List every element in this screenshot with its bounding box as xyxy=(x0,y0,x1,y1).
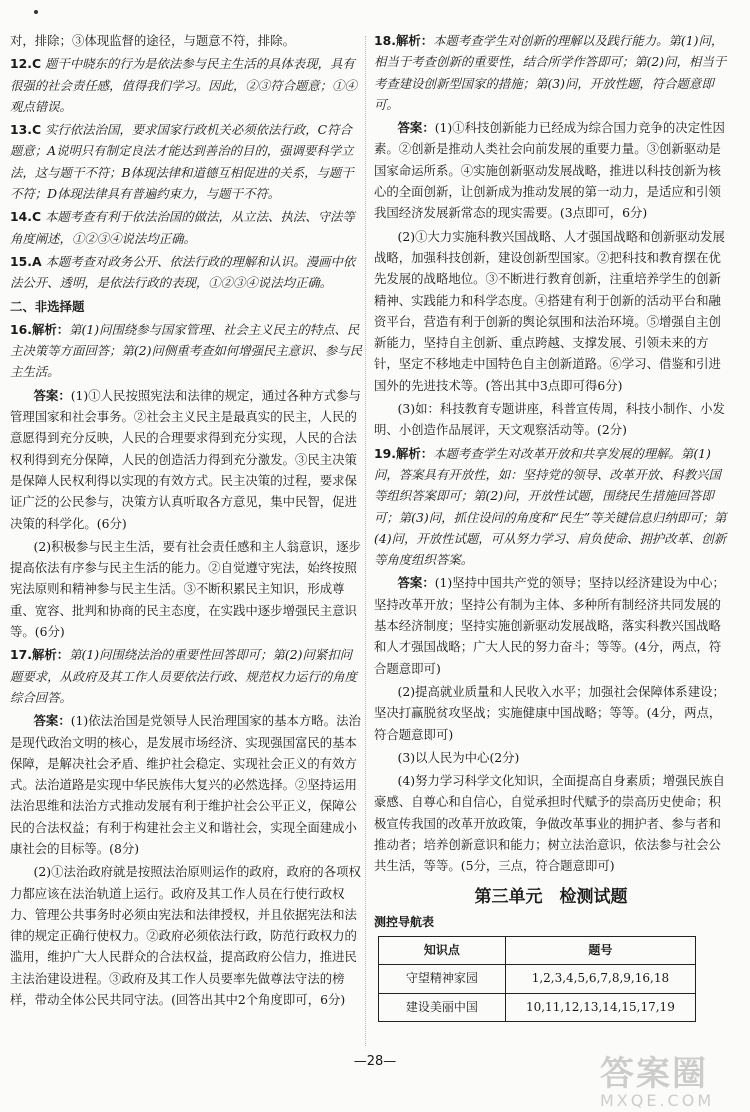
q19-answer-4: (4)努力学习科学文化知识，全面提高自身素质；增强民族自豪感、自尊心和自信心，自觉承担时代赋予的崇高历史使命；积极宣传我国的改革开放政策，争做改革事业的拥护者、参与者和推动者；培养创新意识和能力；树立法治意识，依法参与社会公共生活，等等。(5分，三点，符合题意即可) xyxy=(374,773,725,874)
table-cell: 守望精神家园 xyxy=(379,965,506,993)
q18-answer-3: (3)如：科技教育专题讲座，科普宣传周，科技小制作、小发明、小创造作品展评，天文观察活动等。(2分) xyxy=(374,401,725,438)
nav-table-label: 测控导航表 xyxy=(374,914,435,929)
intro-line: 对，排除；③体现监督的途径，与题意不符，排除。 xyxy=(10,33,295,48)
q18-answer-2: (2)①大力实施科教兴国战略、人才强国战略和创新驱动发展战略，加强科技创新，建设创新型国家。②把科技和教育摆在优先发展的战略地位。③不断进行教育创新，注重培养学生的创新精神、实践能力和科学态度。④搭建有利于创新的活动平台和融资平台，营造有利于创新的舆论氛围和法治环境。⑤增强自主创新能力，坚持自主创新、重点跨越、支撑发展、引领未来的方针，坚定不移地走中国特色自主创新道路。⑥学习、借鉴和引进国外的先进技术等。(答出其中3点即可得6分) xyxy=(374,228,725,393)
table-header-row xyxy=(379,937,696,965)
q17-analysis: 17.解析：第(1)问围绕法治的重要性回答即可；第(2)问紧扣问题要求，从政府及其工作人员要依法行政、规范权力运行的角度综合回答。 xyxy=(10,647,357,705)
q19-answer-2: (2)提高就业质量和人民收入水平；加强社会保障体系建设；坚决打赢脱贫攻坚战；实施健康中国战略；等等。(4分，两点，符合题意即可) xyxy=(374,683,725,742)
q17-answer-1: 答案：(1)依法治国是党领导人民治理国家的基本方略。法治是现代政治文明的核心，是发展市场经济、实现强国富民的基本保障，是解决社会矛盾、维护社会稳定、实现社会正义的有效方式。法治道路是实现中华民族伟大复兴的必然选择。②坚持运用法治思维和法治方式推动发展有利于维护社会公平正义，保障公民的合法权益；有利于构建社会主义和谐社会，实现全面建成小康社会的目标等。(8分) xyxy=(10,713,361,856)
navigation-table xyxy=(378,936,696,1022)
q17-answer-2: (2)①法治政府就是按照法治原则运作的政府，政府的各项权力都应该在法治轨道上运行。政府及其工作人员在行使行政权力、管理公共事务时必须由宪法和法律授权，并且依据宪法和法律的规定正确行使权力。②政府必须依法行政，防范行政权力的滥用，维护广大人民群众的合法权益，提高政府公信力，推进民主法治建设进程。③政府及其工作人员要率先做尊法守法的榜样，带动全体公民共同守法。(回答出其中2个角度即可，6分) xyxy=(10,864,361,1008)
table-cell: 10,11,12,13,14,15,17,19 xyxy=(505,993,695,1021)
q19-analysis: 19.解析：本题考查学生对改革开放和共享发展的理解。第(1)问，答案具有开放性，如：坚持党的领导、改革开放、科教兴国等组织答案即可；第(2)问，开放性试题，围绕民生措施回答即可；第(3)问，抓住设问的角度和“民生”等关键信息归纳即可；第(4)问，开放性试题，可从努力学习、肩负使命、拥护改革、创新等角度组织答案。 xyxy=(374,445,727,568)
section-heading-nonchoice: 二、非选择题 xyxy=(10,298,85,314)
unit-title: 第三单元 检测试题 xyxy=(474,886,628,907)
table-row xyxy=(379,993,696,1021)
answer-item-14: 14.C 本题考查有利于依法治国的做法，从立法、执法、守法等角度阐述，①②③④说法均正确。 xyxy=(10,209,355,246)
column-divider xyxy=(365,36,366,1046)
answer-item-12: 12.C 题干中晓东的行为是依法参与民主生活的具体表现，具有很强的社会责任感，值得我们学习。因此，②③符合题意；①④观点错误。 xyxy=(10,56,357,114)
table-row xyxy=(379,965,696,993)
q18-analysis: 18.解析：本题考查学生对创新的理解以及践行能力。第(1)问，相当于考查创新的重要性，结合所学作答即可；第(2)问，相当于考查建设创新型国家的措施；第(3)问，开放性题，符合题意即可。 xyxy=(374,33,727,112)
q19-answer-1: 答案：(1)坚持中国共产党的领导；坚持以经济建设为中心；坚持改革开放；坚持公有制为主体、多种所有制经济共同发展的基本经济制度；坚持实施创新驱动发展战略，落实科教兴国战略和人才强国战略；广大人民的努力奋斗；等等。(4分，两点，符合题意即可) xyxy=(374,575,725,676)
corner-dot xyxy=(34,10,38,14)
answer-item-13: 13.C 实行依法治国，要求国家行政机关必须依法行政，C符合题意；A说明只有制定良法才能达到善治的目的，强调要科学立法，这与题干不符；B体现法律和道德互相促进的关系，与题干不符；D体现法律具有普遍约束力，与题干不符。 xyxy=(10,122,354,202)
table-header: 知识点 xyxy=(379,937,506,965)
q16-analysis: 16.解析：第(1)问围绕参与国家管理、社会主义民主的特点、民主决策等方面回答；第(2)问侧重考查如何增强民主意识、参与民主生活。 xyxy=(10,321,363,380)
table-cell: 1,2,3,4,5,6,7,8,9,16,18 xyxy=(505,965,695,993)
q19-answer-3: (3)以人民为中心(2分) xyxy=(397,749,520,765)
left-column xyxy=(10,30,364,1012)
answer-item-15: 15.A 本题考查对政务公开、依法行政的理解和认识。漫画中依法公开、透明，是依法行政的表现，①②③④说法均正确。 xyxy=(10,253,356,291)
q16-answer-2: (2)积极参与民主生活，要有社会责任感和主人翁意识，逐步提高依法有序参与民主生活的能力。②自觉遵守宪法，始终按照宪法原则和精神参与民主生活。③不断积累民主知识，形成尊重、宽容、批判和协商的民主态度，在实践中逐步增强民主意识等。(6分) xyxy=(10,538,361,640)
right-column xyxy=(374,30,728,1022)
q16-answer-1: 答案：(1)①人民按照宪法和法律的规定，通过各种方式参与管理国家和社会事务。②社会主义民主是最真实的民主，人民的意愿得到充分反映，人民的合理要求得到充分实现，人民的合法权利得到充分保障，人民的创造活力得到充分激发。③民主决策是保障人民权利得以实现的有效方式。民主决策的过程，要求保证广泛的公民参与，决策方认真听取各方意见，集中民智，促进决策的科学化。(6分) xyxy=(10,387,361,531)
page-number: —28— xyxy=(353,1054,397,1069)
q18-answer-1: 答案：(1)①科技创新能力已经成为综合国力竞争的决定性因素。②创新是推动人类社会向前发展的重要力量。③创新驱动是国家命运所系。④实施创新驱动发展战略，推进以科技创新为核心的全面创新，让创新成为推动发展的第一动力，是适应和引领我国经济发展新常态的现实需要。(3点即可，6分) xyxy=(374,120,725,221)
table-cell: 建设美丽中国 xyxy=(379,993,506,1021)
watermark-logo: 答案圈 MXQE.COM xyxy=(600,1054,715,1110)
table-header: 题号 xyxy=(505,937,695,965)
